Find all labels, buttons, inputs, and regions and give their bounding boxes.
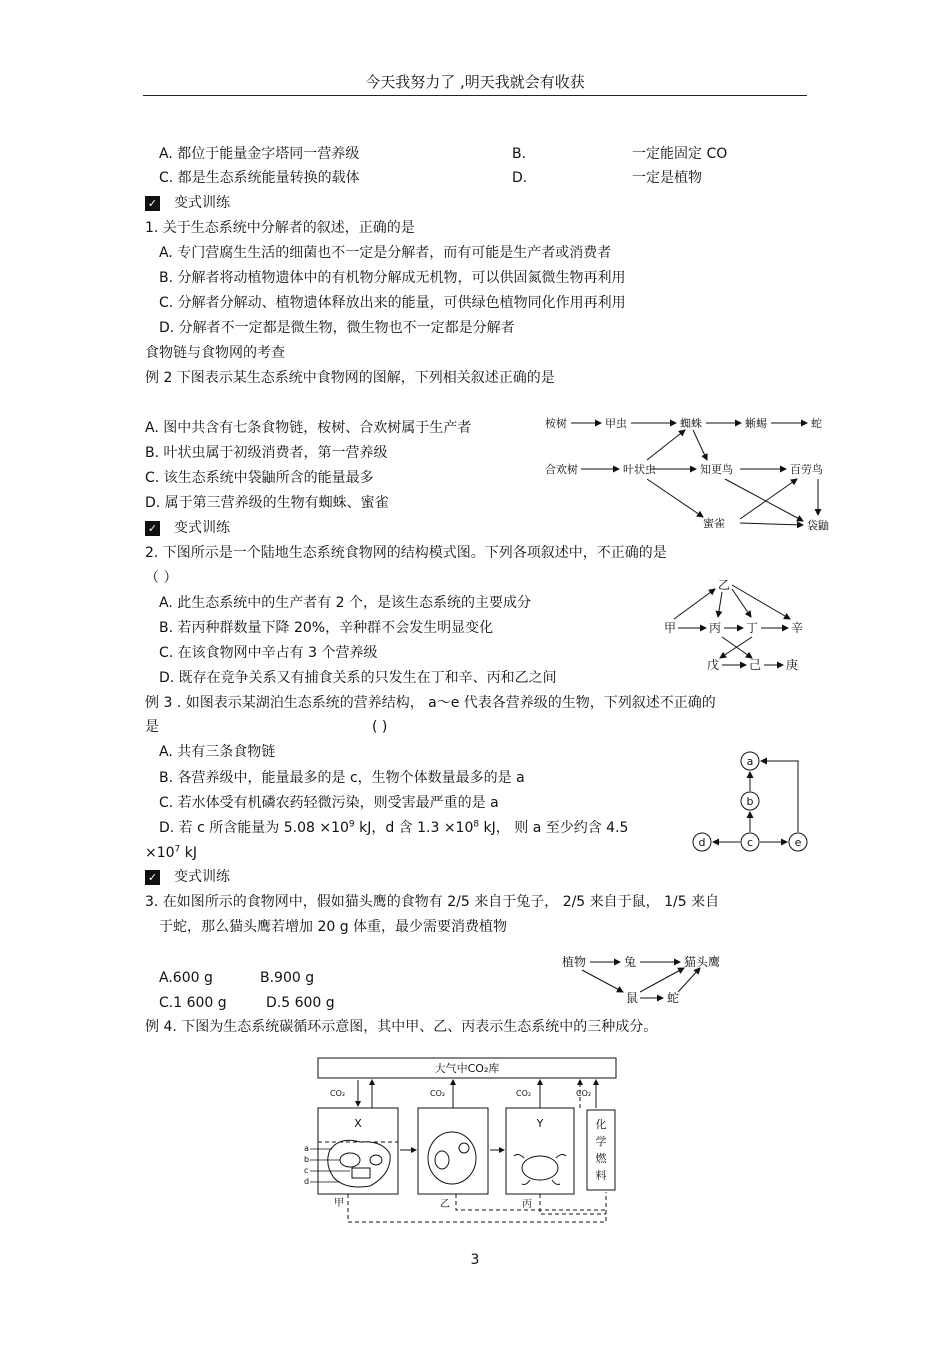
node-robin: 知更鸟 bbox=[700, 463, 733, 476]
ex3-trophic-diagram bbox=[688, 745, 813, 857]
ex3-d-exp1: 9 bbox=[348, 819, 355, 830]
q0-option-d: 一定是植物 bbox=[632, 170, 702, 186]
ex3-stem: 例 3 . 如图表示某湖泊生态系统的营养结构， a～e 代表各营养级的生物，下列叙述不正确的 bbox=[145, 695, 716, 711]
v1-option-c: C. 分解者分解动、植物遗体释放出来的能量，可供绿色植物同化作用再利用 bbox=[159, 295, 626, 311]
node-spider: 蜘蛛 bbox=[680, 417, 702, 430]
node-jia: 甲 bbox=[664, 621, 677, 635]
svg-text:c: c bbox=[304, 1166, 309, 1175]
node-beetle: 甲虫 bbox=[605, 417, 627, 430]
page-number: 3 bbox=[470, 1252, 480, 1268]
svg-text:学: 学 bbox=[595, 1135, 607, 1148]
node-plant: 植物 bbox=[562, 955, 587, 969]
node-snake: 蛇 bbox=[667, 991, 680, 1005]
co2-label-4: CO₂ bbox=[576, 1089, 592, 1098]
ex2-option-d: D. 属于第三营养级的生物有蜘蛛、蜜雀 bbox=[145, 495, 389, 511]
ex2-option-a: A. 图中共含有七条食物链，桉树、合欢树属于生产者 bbox=[145, 420, 472, 436]
svg-text:b: b bbox=[304, 1155, 310, 1164]
ex3-option-c: C. 若水体受有机磷农药轻微污染，则受害最严重的是 a bbox=[159, 795, 499, 811]
variant-label: 变式训练 bbox=[174, 520, 230, 536]
node-c: c bbox=[746, 836, 754, 849]
node-ji: 己 bbox=[749, 658, 762, 672]
ex3-d2-exp: 7 bbox=[174, 844, 181, 855]
node-bing: 丙 bbox=[709, 621, 722, 635]
node-b: b bbox=[746, 795, 754, 808]
v3-food-web-diagram bbox=[560, 950, 740, 1010]
ex3-option-a: A. 共有三条食物链 bbox=[159, 744, 276, 760]
ex2-food-web-diagram bbox=[535, 405, 835, 535]
node-geng: 庚 bbox=[786, 658, 799, 672]
q0-option-b: 一定能固定 CO bbox=[632, 146, 728, 162]
node-rabbit: 兔 bbox=[624, 955, 637, 969]
q0-option-a: A. 都位于能量金字塔同一营养级 bbox=[159, 146, 360, 162]
co2-label-2: CO₂ bbox=[430, 1089, 446, 1098]
svg-text:燃: 燃 bbox=[595, 1152, 607, 1165]
node-owl: 猫头鹰 bbox=[684, 955, 721, 969]
node-wu: 戊 bbox=[707, 658, 720, 672]
node-marsupial-cat: 袋鼬 bbox=[807, 519, 829, 532]
ex4-stem: 例 4. 下图为生态系统碳循环示意图，其中甲、乙、丙表示生态系统中的三种成分。 bbox=[145, 1019, 658, 1035]
svg-text:a: a bbox=[304, 1144, 309, 1153]
v2-option-c: C. 在该食物网中辛占有 3 个营养级 bbox=[159, 645, 378, 661]
v2-option-d: D. 既存在竞争关系又有捕食关系的只发生在丁和辛、丙和乙之间 bbox=[159, 670, 557, 686]
header-rule bbox=[143, 95, 807, 96]
ex3-option-d-line2 bbox=[145, 845, 197, 861]
v2-stem: 2. 下图所示是一个陆地生态系统食物网的结构模式图。下列各项叙述中，不正确的是 bbox=[145, 545, 667, 561]
v3-option-d: D.5 600 g bbox=[266, 995, 335, 1011]
decomposer-label-bing: 丙 bbox=[522, 1199, 532, 1210]
ex3-d-pre: D. 若 c 所含能量为 5.08 ×10 bbox=[159, 820, 349, 836]
variant-heading-1 bbox=[145, 195, 230, 211]
svg-text:d: d bbox=[304, 1177, 310, 1186]
v3-option-b: B.900 g bbox=[260, 970, 315, 986]
ex3-d-mid: kJ，d 含 1.3 ×10 bbox=[354, 820, 474, 836]
page-header: 今天我努力了 ,明天我就会有收获 bbox=[365, 73, 585, 91]
ex3-d-exp2: 8 bbox=[473, 819, 480, 830]
node-a: a bbox=[746, 755, 754, 768]
ex3-stem-line2: 是 bbox=[145, 719, 159, 735]
atmosphere-co2-label: 大气中CO₂库 bbox=[434, 1062, 500, 1075]
variant-label: 变式训练 bbox=[174, 869, 230, 885]
section-title: 食物链与食物网的考查 bbox=[145, 345, 285, 361]
box-y-label: Y bbox=[536, 1117, 544, 1130]
svg-text:化: 化 bbox=[595, 1118, 607, 1131]
v1-option-a: A. 专门营腐生生活的细菌也不一定是分解者，而有可能是生产者或消费者 bbox=[159, 245, 612, 261]
producer-label-jia: 甲 bbox=[334, 1198, 344, 1209]
variant-heading-3 bbox=[145, 869, 230, 885]
v1-option-b: B. 分解者将动植物遗体中的有机物分解成无机物，可以供固氮微生物再利用 bbox=[159, 270, 626, 286]
v2-paren: （ ） bbox=[145, 570, 178, 586]
node-shrike: 百劳鸟 bbox=[790, 463, 823, 476]
variant-label: 变式训练 bbox=[174, 195, 230, 211]
node-ding: 丁 bbox=[746, 621, 759, 635]
svg-text:料: 料 bbox=[595, 1169, 607, 1182]
box-x-label: X bbox=[354, 1117, 362, 1130]
co2-label-3: CO₂ bbox=[516, 1089, 532, 1098]
ex2-option-b: B. 叶状虫属于初级消费者，第一营养级 bbox=[145, 445, 388, 461]
ex3-option-d bbox=[159, 820, 628, 836]
v2-option-a: A. 此生态系统中的生产者有 2 个，是该生态系统的主要成分 bbox=[159, 595, 532, 611]
ex3-d-post: kJ， 则 a 至少约含 4.5 bbox=[479, 820, 629, 836]
v3-stem-line2: 于蛇，那么猫头鹰若增加 20 g 体重，最少需要消费植物 bbox=[159, 919, 508, 935]
node-honeyeater: 蜜雀 bbox=[703, 517, 725, 530]
ex3-option-b: B. 各营养级中，能量最多的是 c，生物个体数量最多的是 a bbox=[159, 770, 525, 786]
q0-option-c: C. 都是生态系统能量转换的载体 bbox=[159, 170, 360, 186]
checkbox-icon: ✓ bbox=[145, 521, 160, 536]
node-e: e bbox=[794, 836, 802, 849]
node-yi: 乙 bbox=[718, 578, 731, 592]
ex4-carbon-cycle-diagram bbox=[300, 1050, 635, 1230]
consumer-label-yi: 乙 bbox=[440, 1199, 450, 1210]
checkbox-icon: ✓ bbox=[145, 196, 160, 211]
v3-option-c: C.1 600 g bbox=[159, 995, 227, 1011]
node-leaf-bug: 叶状虫 bbox=[623, 463, 656, 476]
q0-option-b-letter: B. bbox=[512, 146, 527, 162]
ex2-stem: 例 2 下图表示某生态系统中食物网的图解，下列相关叙述正确的是 bbox=[145, 370, 555, 386]
node-eucalyptus: 桉树 bbox=[545, 417, 567, 430]
v2-option-b: B. 若丙种群数量下降 20%，辛种群不会发生明显变化 bbox=[159, 620, 494, 636]
ex3-d2-pre: ×10 bbox=[145, 845, 175, 861]
ex3-paren: ( ) bbox=[372, 719, 388, 735]
node-lizard: 蜥蜴 bbox=[745, 417, 767, 430]
node-d: d bbox=[698, 836, 706, 849]
ex2-option-c: C. 该生态系统中袋鼬所含的能量最多 bbox=[145, 470, 374, 486]
v1-option-d: D. 分解者不一定都是微生物，微生物也不一定都是分解者 bbox=[159, 320, 515, 336]
q0-option-d-letter: D. bbox=[512, 170, 528, 186]
v3-option-a: A.600 g bbox=[159, 970, 213, 986]
node-mouse: 鼠 bbox=[626, 991, 639, 1005]
node-snake: 蛇 bbox=[811, 417, 822, 430]
variant-heading-2 bbox=[145, 520, 230, 536]
node-albizia: 合欢树 bbox=[545, 463, 578, 476]
cell-part-letters bbox=[304, 1144, 309, 1186]
ex3-d2-post: kJ bbox=[180, 845, 197, 861]
node-xin: 辛 bbox=[791, 621, 804, 635]
v2-food-web-diagram bbox=[660, 575, 810, 675]
co2-label-1: CO₂ bbox=[330, 1089, 346, 1098]
v3-stem: 3. 在如图所示的食物网中，假如猫头鹰的食物有 2/5 来自于兔子， 2/5 来自于鼠， 1/5 来自 bbox=[145, 894, 720, 910]
v1-stem: 1. 关于生态系统中分解者的叙述，正确的是 bbox=[145, 220, 415, 236]
checkbox-icon: ✓ bbox=[145, 870, 160, 885]
